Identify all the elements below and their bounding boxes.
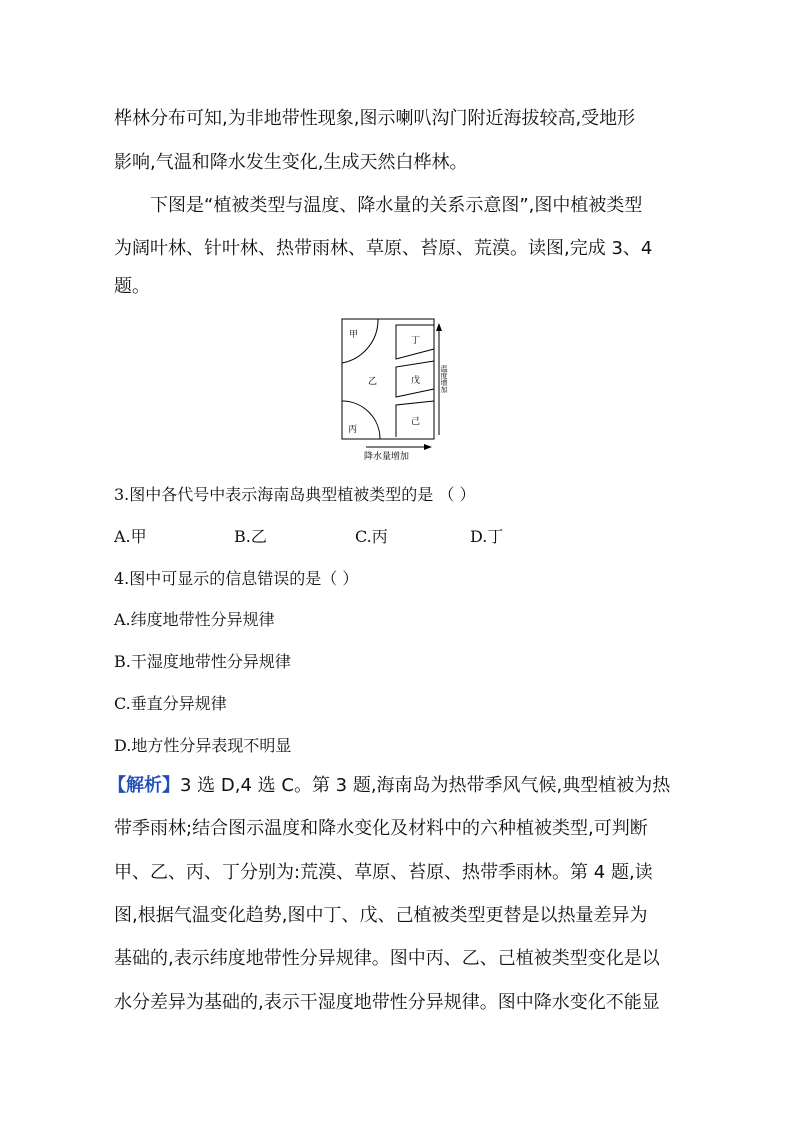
label-ding: 丁 — [411, 336, 421, 346]
label-yi: 乙 — [368, 377, 378, 387]
label-wu: 戊 — [411, 376, 421, 386]
temperature-label: 温度增加 — [440, 365, 448, 393]
q3-option-a[interactable]: A.甲 — [114, 527, 147, 546]
temperature-arrowhead-icon — [436, 323, 442, 331]
intro-line-1: 桦林分布可知,为非地带性现象,图示喇叭沟门附近海拔较高,受地形 — [114, 108, 636, 129]
analysis-line-5: 基础的,表示纬度地带性分异规律。图中丙、乙、己植被类型变化是以 — [114, 948, 660, 969]
vegetation-diagram — [336, 315, 466, 463]
lead-line-1: 下图是“植被类型与温度、降水量的关系示意图”,图中植被类型 — [150, 195, 643, 216]
q4-option-d[interactable]: D.地方性分异表现不明显 — [114, 736, 292, 755]
precipitation-label: 降水量增加 — [364, 452, 410, 462]
analysis-line-2: 带季雨林;结合图示温度和降水变化及材料中的六种植被类型,可判断 — [114, 818, 648, 839]
jia-arc — [342, 319, 378, 363]
q3-option-b[interactable]: B.乙 — [234, 527, 267, 546]
label-ji: 己 — [411, 417, 421, 427]
label-jia: 甲 — [349, 330, 359, 340]
analysis-line-4: 图,根据气温变化趋势,图中丁、戊、己植被类型更替是以热量差异为 — [114, 905, 648, 926]
analysis-line-1-text: 3 选 D,4 选 C。第 3 题,海南岛为热带季风气候,典型植被为热 — [180, 775, 671, 796]
q3-option-c[interactable]: C.丙 — [355, 527, 388, 546]
q4-option-c[interactable]: C.垂直分异规律 — [114, 694, 227, 713]
q4-option-a[interactable]: A.纬度地带性分异规律 — [114, 610, 275, 629]
q4-option-b[interactable]: B.干湿度地带性分异规律 — [114, 652, 291, 671]
q4-stem: 4.图中可显示的信息错误的是（ ） — [114, 569, 359, 588]
lead-line-2: 为阔叶林、针叶林、热带雨林、草原、苔原、荒漠。读图,完成 3、4 — [114, 238, 653, 259]
analysis-tag: 【解析】 — [108, 775, 180, 796]
lead-line-3: 题。 — [114, 276, 150, 297]
analysis-line-3: 甲、乙、丙、丁分别为:荒漠、草原、苔原、热带季雨林。第 4 题,读 — [114, 862, 653, 883]
analysis-line-6: 水分差异为基础的,表示干湿度地带性分异规律。图中降水变化不能显 — [114, 992, 660, 1013]
label-bing: 丙 — [348, 425, 358, 435]
intro-line-2: 影响,气温和降水发生变化,生成天然白桦林。 — [114, 152, 468, 173]
precipitation-arrowhead-icon — [424, 444, 432, 450]
q3-option-d[interactable]: D.丁 — [470, 527, 504, 546]
q3-stem: 3.图中各代号中表示海南岛典型植被类型的是 （ ） — [114, 485, 476, 504]
analysis-line-1 — [108, 771, 670, 797]
